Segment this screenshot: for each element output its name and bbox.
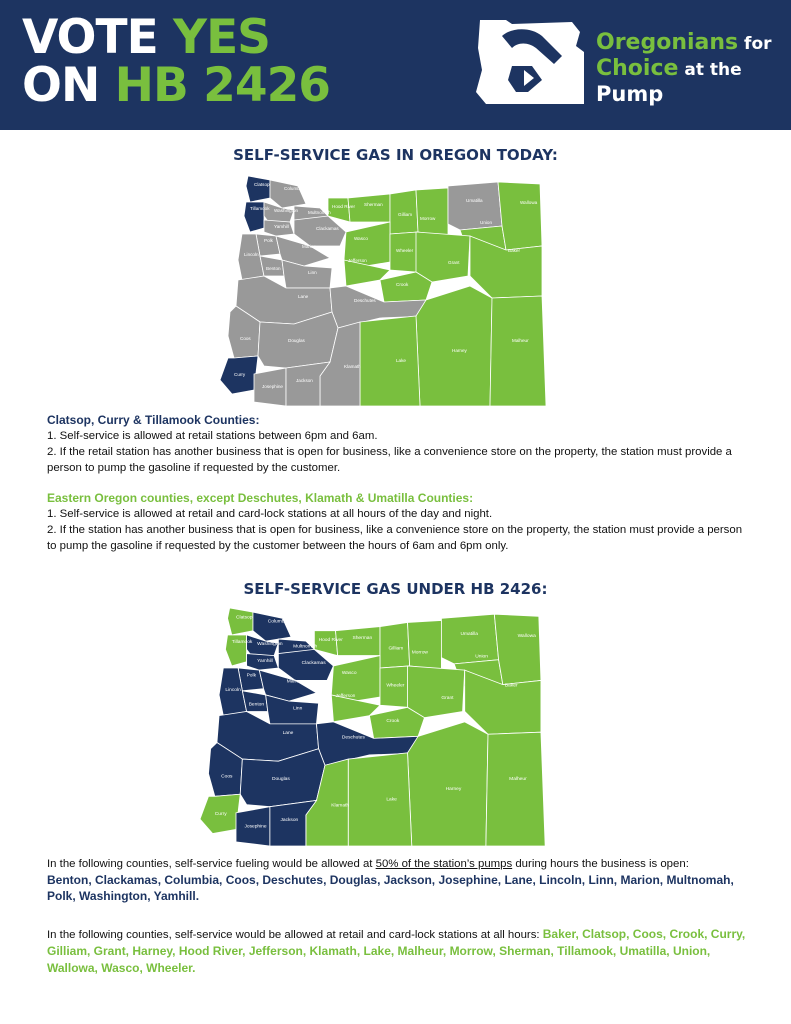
county-label-crook: Crook (386, 718, 400, 724)
county-label-lincoln: Lincoln (225, 687, 241, 693)
county-label-crook: Crook (396, 282, 409, 287)
org-line1: Oregonians (596, 30, 739, 55)
county-clackamas (294, 216, 346, 246)
county-label-douglas: Douglas (288, 338, 305, 343)
county-label-hood-river: Hood River (332, 204, 355, 209)
county-label-yamhill: Yamhill (274, 224, 289, 229)
county-label-benton: Benton (266, 266, 281, 271)
county-columbia (253, 612, 291, 641)
county-label-jackson: Jackson (296, 378, 313, 383)
county-harney (416, 286, 492, 406)
county-harney (408, 722, 488, 846)
group1-item-2: 2. If the retail station has another business that is open for business, like a convenience store on the property, the station must provide a person to pump the gasoline if requested by the customer. (47, 446, 732, 474)
county-label-curry: Curry (214, 811, 227, 817)
county-label-morrow: Morrow (420, 216, 436, 221)
org-logo-text (596, 30, 772, 106)
county-label-benton: Benton (248, 702, 265, 708)
group2-heading: Eastern Oregon counties, except Deschutes, Klamath & Umatilla Counties: (47, 491, 474, 505)
county-label-baker: Baker (504, 683, 518, 689)
county-label-deschutes: Deschutes (341, 735, 365, 741)
county-lake (360, 316, 420, 406)
county-label-lincoln: Lincoln (244, 252, 259, 257)
county-label-linn: Linn (308, 270, 317, 275)
vote-line1-b: YES (173, 10, 271, 65)
oregon-map-today (220, 176, 560, 406)
county-label-union: Union (480, 220, 493, 225)
county-label-klamath: Klamath (331, 803, 350, 809)
vote-line2-a: ON (22, 58, 115, 113)
county-label-clatsop: Clatsop (236, 615, 253, 621)
county-label-sherman: Sherman (352, 636, 373, 642)
section2-para1 (47, 856, 747, 904)
group2-item-2: 2. If the station has another business that is open for business, like a convenience store on the property, the station must provide a person to pump the gasoline if requested by the customer between the hours of 6am and 6pm only. (47, 524, 743, 552)
p1-before: In the following counties, self-service fueling would be allowed at (47, 858, 376, 870)
county-label-marion: Marion (302, 244, 317, 249)
county-label-harney: Harney (445, 787, 462, 793)
oregon-map-hb2426 (200, 608, 560, 846)
county-benton (242, 691, 267, 712)
county-label-marion: Marion (286, 679, 302, 685)
county-label-malheur: Malheur (512, 338, 529, 343)
county-label-umatilla: Umatilla (460, 631, 478, 637)
county-label-multnomah: Multnomah (308, 210, 331, 215)
county-grant (416, 232, 470, 282)
county-label-grant: Grant (441, 696, 454, 702)
county-label-tillamook: Tillamook (250, 206, 270, 211)
county-label-curry: Curry (234, 372, 246, 377)
section2-para2 (47, 926, 747, 977)
county-label-clackamas: Clackamas (301, 660, 326, 666)
county-label-lane: Lane (298, 294, 309, 299)
county-label-wasco: Wasco (354, 236, 368, 241)
county-umatilla (441, 614, 498, 664)
county-label-jackson: Jackson (280, 818, 299, 824)
county-label-clatsop: Clatsop (254, 182, 270, 187)
county-label-gilliam: Gilliam (388, 646, 404, 652)
org-line1-b: for (738, 34, 772, 54)
county-label-multnomah: Multnomah (293, 644, 318, 650)
org-line2: Choice (596, 56, 679, 81)
county-label-sherman: Sherman (364, 202, 383, 207)
vote-line1-a: VOTE (22, 10, 174, 65)
section2-title: SELF-SERVICE GAS UNDER HB 2426: (243, 580, 548, 598)
county-label-wasco: Wasco (341, 671, 357, 677)
group1-heading: Clatsop, Curry & Tillamook Counties: (47, 413, 260, 427)
county-label-washington: Washington (274, 208, 299, 213)
county-label-harney: Harney (452, 348, 467, 353)
section1-group1 (47, 412, 747, 476)
county-label-polk: Polk (264, 238, 273, 243)
p1-underline: 50% of the station’s pumps (375, 858, 513, 870)
vote-line2-b: HB 2426 (114, 58, 330, 113)
county-label-tillamook: Tillamook (231, 640, 253, 646)
county-label-hood-river: Hood River (318, 638, 343, 644)
county-label-deschutes: Deschutes (354, 298, 376, 303)
county-label-wheeler: Wheeler (386, 683, 405, 689)
p1-county-list: Benton, Clackamas, Columbia, Coos, Deschutes, Douglas, Jackson, Josephine, Lane, Lincoln, Linn, Marion, Multnomah, Polk, Washington, Yamhill. (47, 873, 734, 903)
county-label-clackamas: Clackamas (316, 226, 339, 231)
p1-after: during hours the business is open: (512, 858, 689, 870)
county-label-linn: Linn (293, 706, 303, 712)
county-label-wallowa: Wallowa (520, 200, 538, 205)
county-malheur (490, 296, 546, 406)
county-label-umatilla: Umatilla (466, 198, 483, 203)
county-label-lane: Lane (282, 731, 294, 737)
org-line2-b: at the (678, 60, 742, 80)
county-label-coos: Coos (221, 774, 233, 780)
header-banner (0, 0, 791, 130)
county-label-lake: Lake (386, 797, 397, 803)
org-line3: Pump (596, 82, 664, 106)
vote-yes-title (22, 10, 330, 113)
group1-item-1: 1. Self-service is allowed at retail stations between 6pm and 6am. (47, 430, 378, 442)
county-label-jefferson: Jefferson (348, 258, 367, 263)
county-label-wheeler: Wheeler (396, 248, 414, 253)
county-label-morrow: Morrow (411, 650, 428, 656)
county-label-polk: Polk (246, 673, 257, 679)
county-label-union: Union (475, 654, 488, 660)
county-label-klamath: Klamath (344, 364, 361, 369)
section1-group2 (47, 490, 747, 554)
county-gilliam (380, 622, 410, 668)
county-grant (408, 666, 465, 718)
county-umatilla (448, 182, 502, 230)
p2-county-list: Baker, Clatsop, Coos, Crook, Curry, Gilliam, Grant, Harney, Hood River, Jefferson, Klamath, Lake, Malheur, Morrow, Sherman, Tillamook, Umatilla, Union, Wallowa, Wasco, Wheeler. (47, 927, 746, 975)
county-label-jefferson: Jefferson (335, 694, 356, 699)
county-label-columbia: Columbia (284, 186, 304, 191)
county-label-josephine: Josephine (262, 384, 283, 389)
county-label-columbia: Columbia (267, 619, 289, 625)
county-morrow (408, 620, 442, 670)
county-clatsop (246, 176, 270, 202)
county-label-douglas: Douglas (272, 776, 290, 782)
county-columbia (270, 180, 306, 208)
section1-title: SELF-SERVICE GAS IN OREGON TODAY: (233, 146, 558, 164)
county-label-malheur: Malheur (509, 776, 527, 782)
county-label-coos: Coos (240, 336, 251, 341)
county-label-yamhill: Yamhill (257, 658, 273, 664)
county-wallowa (498, 182, 542, 250)
county-malheur (486, 732, 545, 846)
county-lake (348, 753, 412, 846)
group2-item-1: 1. Self-service is allowed at retail and card-lock stations at all hours of the day and night. (47, 508, 493, 520)
county-wallowa (494, 614, 541, 684)
county-label-washington: Washington (257, 642, 283, 648)
p2-before: In the following counties, self-service would be allowed at retail and card-lock stations at all hours: (47, 929, 543, 941)
oregon-pump-logo-icon (472, 18, 588, 108)
county-label-lake: Lake (396, 358, 406, 363)
county-clatsop (228, 608, 253, 635)
county-label-josephine: Josephine (244, 824, 267, 830)
county-label-grant: Grant (448, 260, 460, 265)
county-morrow (416, 188, 448, 236)
county-label-baker: Baker (508, 248, 521, 253)
county-label-gilliam: Gilliam (398, 212, 413, 217)
county-label-wallowa: Wallowa (517, 634, 536, 639)
